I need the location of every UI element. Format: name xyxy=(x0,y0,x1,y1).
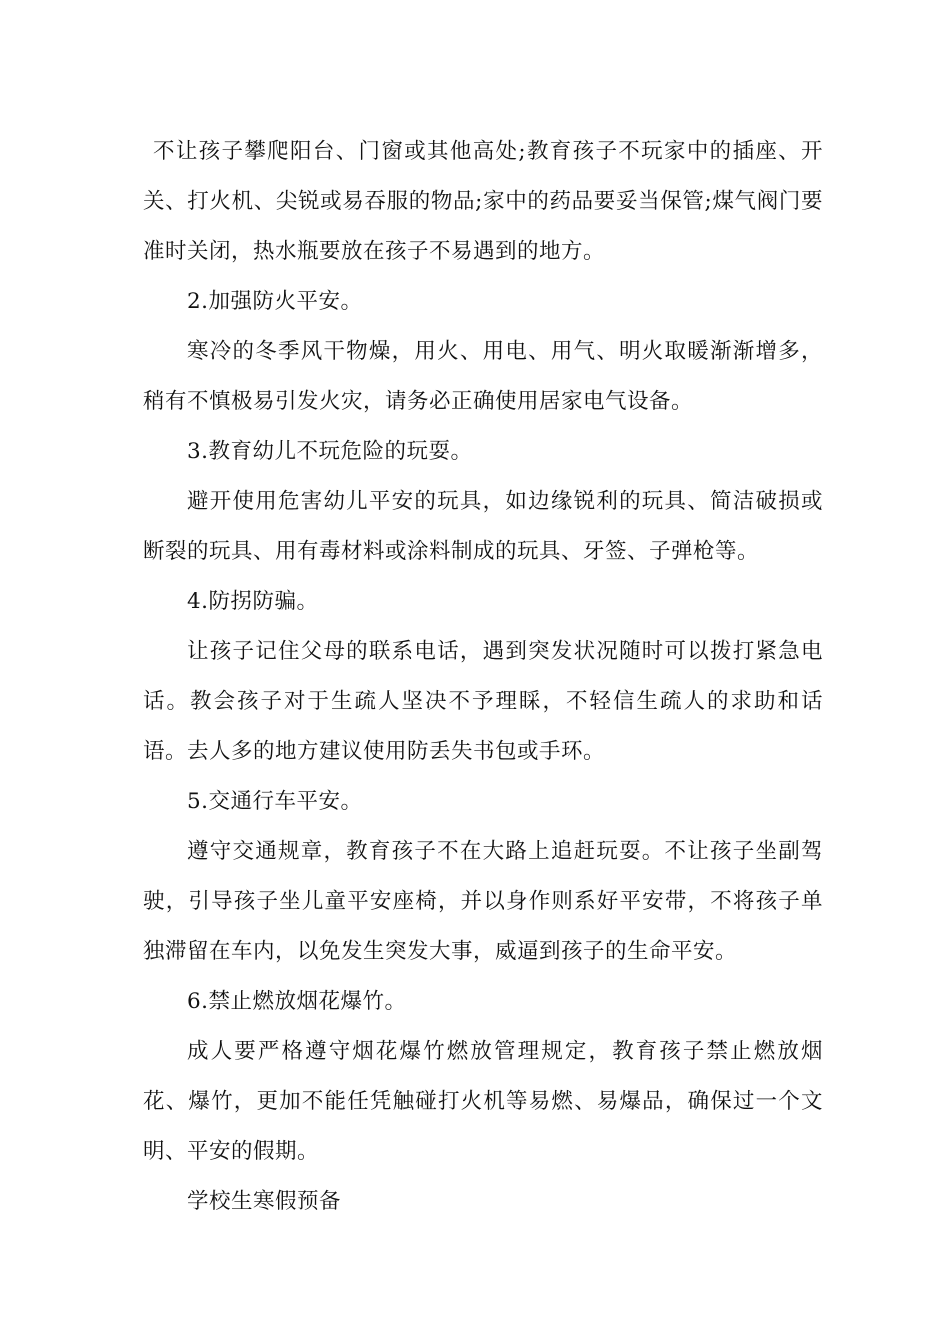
document-body xyxy=(143,127,823,1227)
heading-fireworks-ban: 6.禁止燃放烟花爆竹。 xyxy=(187,989,407,1014)
paragraph-fireworks-ban: 成人要严格遵守烟花爆竹燃放管理规定，教育孩子禁止燃放烟花、爆竹，更加不能任凭触碰打火机等易燃、易爆品，确保过一个文明、平安的假期。 xyxy=(143,1039,823,1164)
paragraph-dangerous-play: 避开使用危害幼儿平安的玩具，如边缘锐利的玩具、简洁破损或断裂的玩具、用有毒材料或涂料制成的玩具、牙签、子弹枪等。 xyxy=(143,489,823,564)
paragraph-fire-safety: 寒冷的冬季风干物燥，用火、用电、用气、明火取暖渐渐增多，稍有不慎极易引发火灾，请务必正确使用居家电气设备。 xyxy=(143,339,823,414)
paragraph-traffic-safety: 遵守交通规章，教育孩子不在大路上追赶玩耍。不让孩子坐副驾驶，引导孩子坐儿童平安座椅，并以身作则系好平安带，不将孩子单独滞留在车内，以免发生突发大事，威逼到孩子的生命平安。 xyxy=(143,839,823,964)
paragraph-home-safety: 不让孩子攀爬阳台、门窗或其他高处;教育孩子不玩家中的插座、开关、打火机、尖锐或易吞服的物品;家中的药品要妥当保管;煤气阀门要准时关闭，热水瓶要放在孩子不易遇到的地方。 xyxy=(143,139,823,264)
heading-dangerous-play: 3.教育幼儿不玩危险的玩耍。 xyxy=(187,439,473,464)
paragraph-anti-abduction: 让孩子记住父母的联系电话，遇到突发状况随时可以拨打紧急电话。教会孩子对于生疏人坚决不予理睬，不轻信生疏人的求助和话语。去人多的地方建议使用防丢失书包或手环。 xyxy=(143,639,823,764)
heading-winter-break-prep: 学校生寒假预备 xyxy=(187,1189,342,1214)
heading-fire-safety: 2.加强防火平安。 xyxy=(187,289,363,314)
heading-anti-abduction: 4.防拐防骗。 xyxy=(187,589,319,614)
heading-traffic-safety: 5.交通行车平安。 xyxy=(187,789,363,814)
